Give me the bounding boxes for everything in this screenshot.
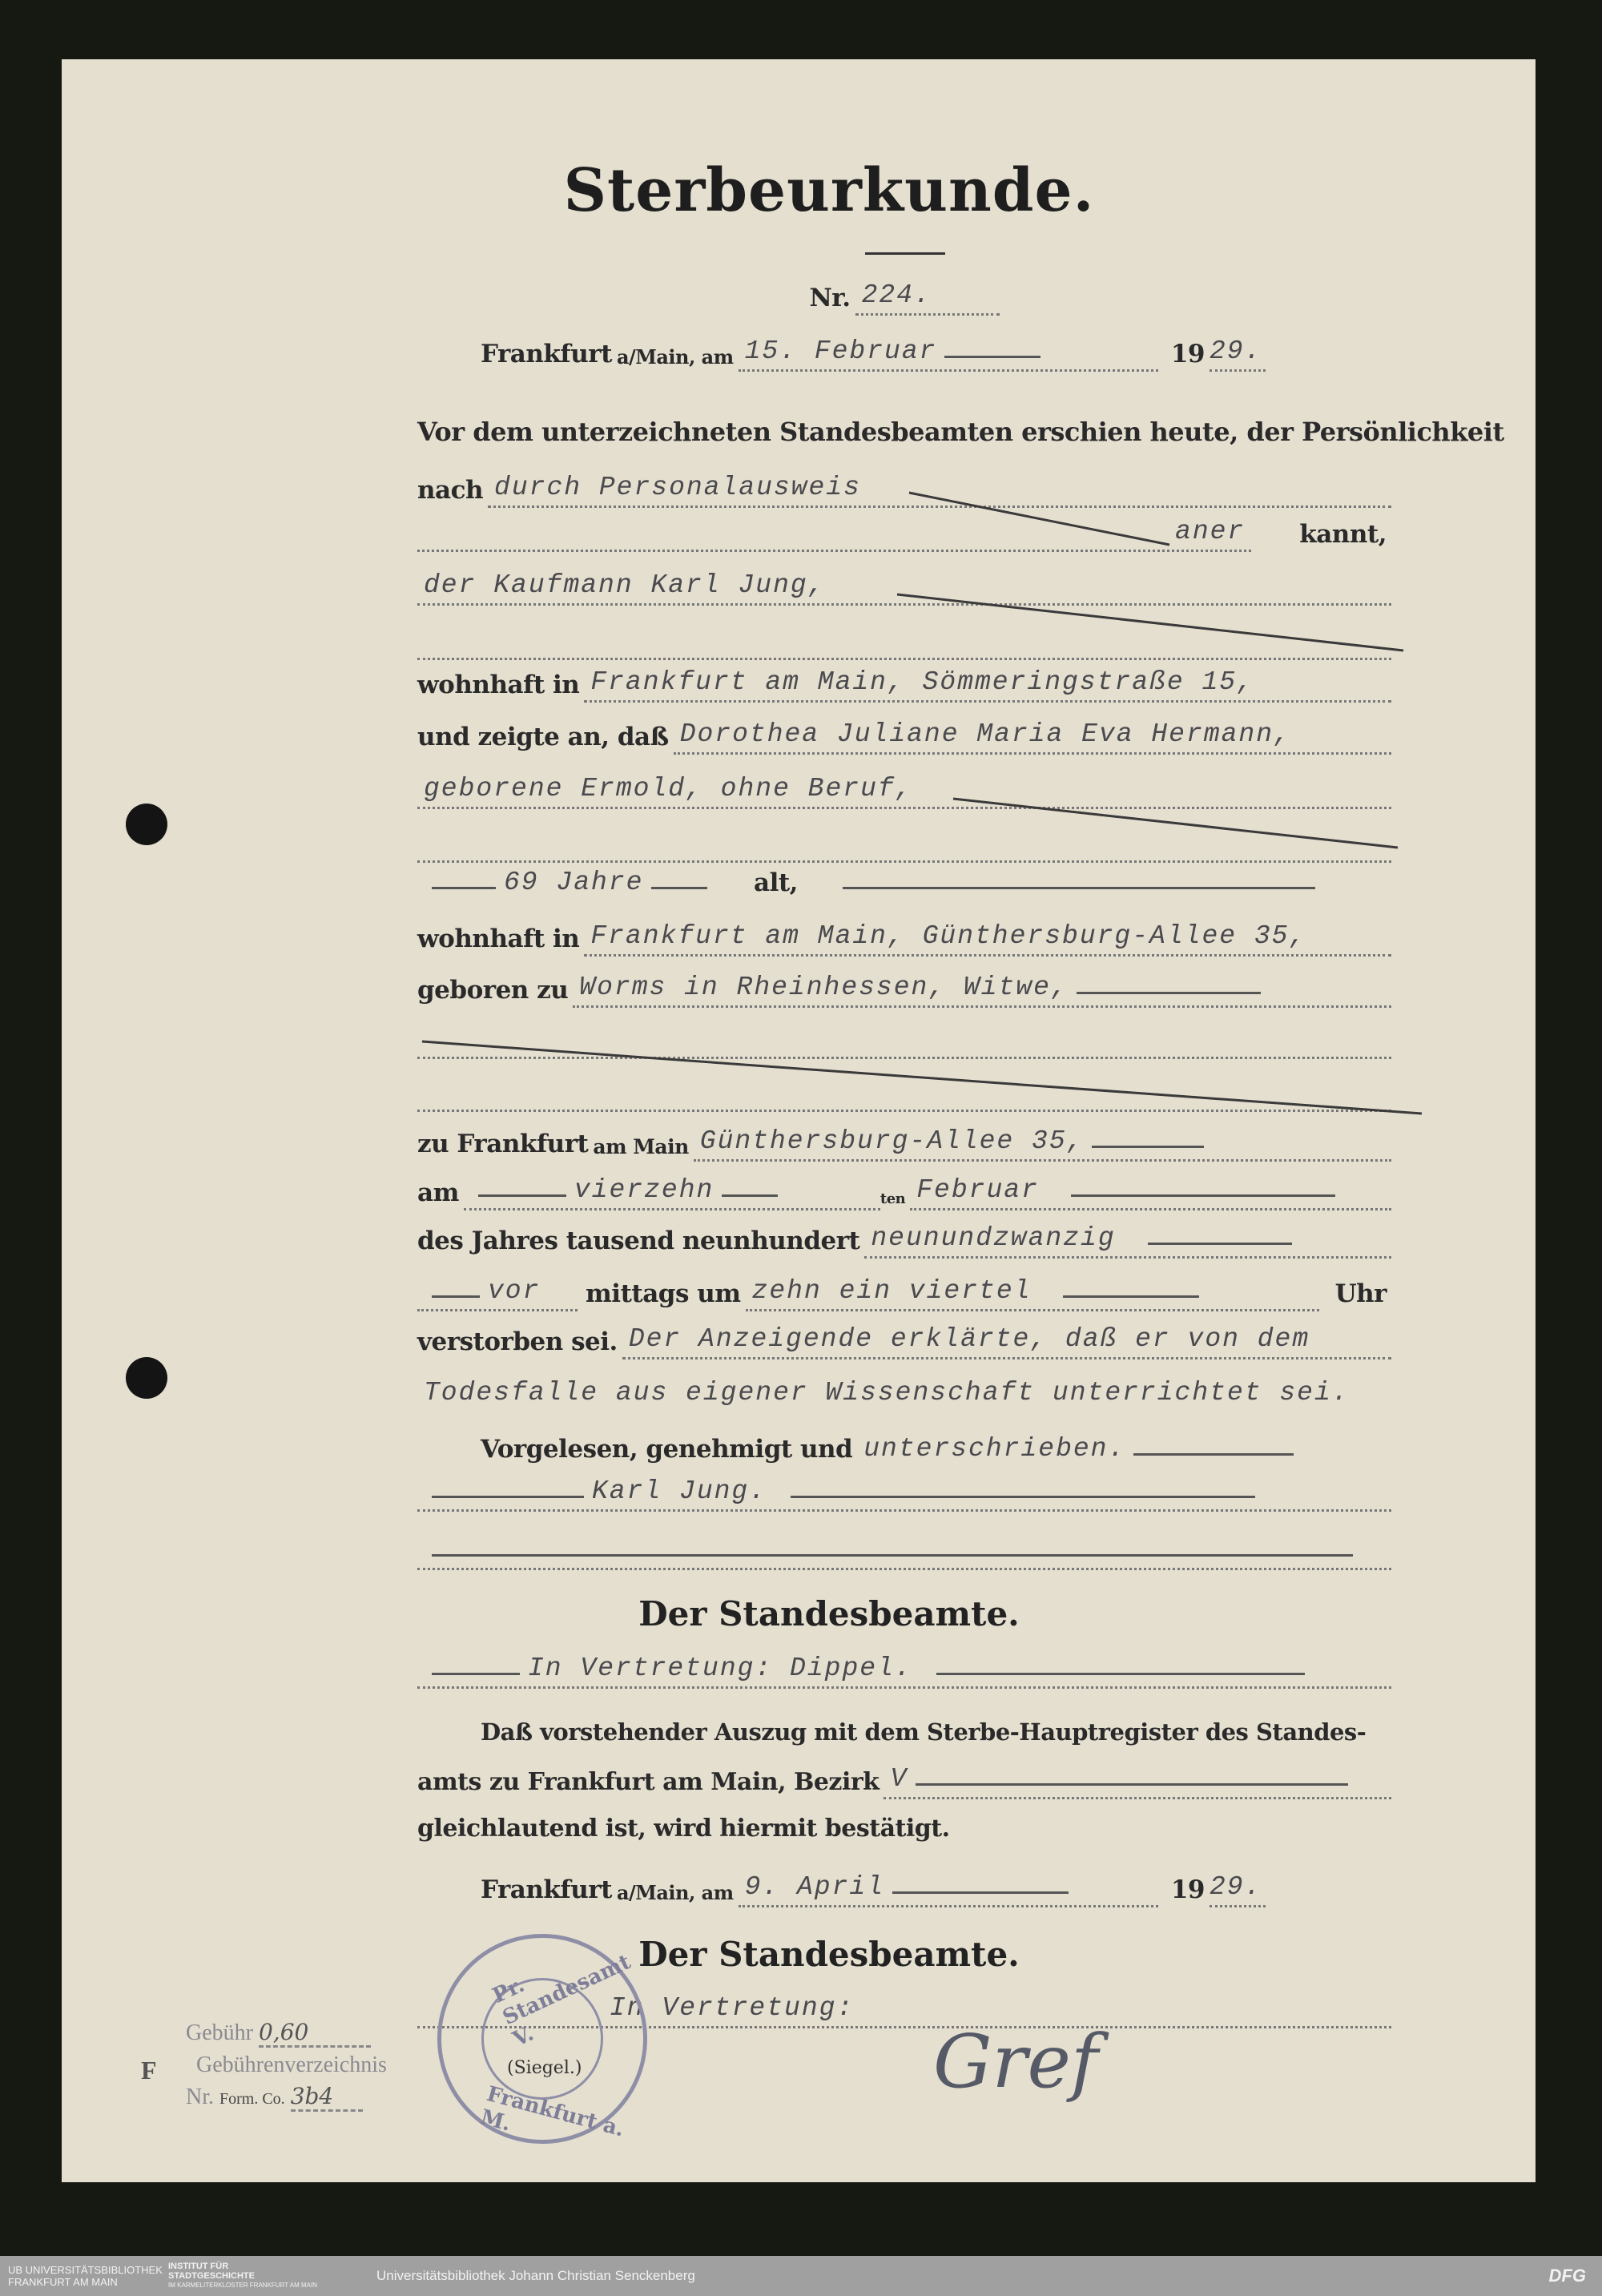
stamp-center-text: (Siegel.): [507, 2058, 582, 2078]
official-1-value: In Vertretung: Dippel.: [528, 1654, 912, 1683]
informant-value: der Kaufmann Karl Jung,: [417, 570, 1391, 606]
informant-signature: Karl Jung.: [592, 1476, 767, 1506]
year-prefix: 19: [1170, 340, 1205, 369]
nach-label: nach: [417, 476, 484, 505]
deceased-name: Dorothea Juliane Maria Eva Hermann,: [674, 719, 1391, 755]
mittags-label: mittags um: [586, 1279, 741, 1308]
year-suffix: 29.: [1210, 1872, 1266, 1907]
certification-text-1: Daß vorstehender Auszug mit dem Sterbe-Hauptregister des Standes-: [481, 1718, 1367, 1746]
official-heading: Der Standesbeamte.: [638, 1935, 1020, 1974]
residence-value: Frankfurt am Main, Sömmeringstraße 15,: [584, 667, 1391, 703]
suffix-label: a/Main, am: [616, 1881, 734, 1904]
time-value: zehn ein viertel: [751, 1276, 1032, 1306]
institut-line-3: IM KARMELITERKLOSTER FRANKFURT AM MAIN: [168, 2282, 317, 2289]
year-prefix: 19: [1170, 1875, 1205, 1904]
death-day-value: vierzehn: [574, 1175, 714, 1205]
stamp-bottom-text: Frankfurt a. M.: [477, 2081, 627, 2142]
city-label: Frankfurt: [481, 1875, 612, 1904]
age-label: alt,: [754, 868, 798, 897]
institut-line-1: INSTITUT FÜR: [168, 2262, 229, 2271]
aner-value: aner: [1175, 517, 1246, 546]
institut-line-2: STADTGESCHICHTE: [168, 2271, 255, 2281]
intro-text: Vor dem unterzeichneten Standesbeamten erschien heute, der Persönlichkeit: [417, 417, 1504, 447]
fee-value: 0,60: [259, 2019, 371, 2048]
date-value: 15. Februar: [744, 336, 937, 366]
death-month-value: Februar: [916, 1175, 1039, 1205]
suffix-label: a/Main, am: [616, 345, 734, 369]
born-value: Worms in Rheinhessen, Witwe,: [579, 973, 1069, 1002]
death-place-label-2: am Main: [593, 1135, 689, 1158]
city-label: Frankfurt: [481, 340, 612, 369]
identity-value: durch Personalausweis: [488, 473, 1391, 508]
statement-text-2: Todesfalle aus eigener Wissenschaft unterrichtet sei.: [424, 1378, 1350, 1408]
fee-number-label: Nr.: [186, 2085, 214, 2109]
nr-label: Nr.: [809, 284, 851, 312]
birth-name-value: geborene Ermold, ohne Beruf,: [417, 774, 1391, 809]
official-signature: Gref: [933, 2019, 1098, 2105]
dfg-logo: DFG: [1548, 2266, 1586, 2286]
reported-label: und zeigte an, daß: [417, 723, 669, 751]
district-label: amts zu Frankfurt am Main, Bezirk: [417, 1768, 879, 1796]
ub-logo: UB UNIVERSITÄTSBIBLIOTHEK FRANKFURT AM MAIN: [8, 2264, 163, 2288]
district-value: V: [890, 1764, 908, 1794]
am-label: am: [417, 1178, 459, 1207]
read-value: unterschrieben.: [863, 1434, 1126, 1464]
verstorben-label: verstorben sei.: [417, 1327, 618, 1356]
nr-value: 224.: [855, 280, 1000, 316]
footer-caption: Universitätsbibliothek Johann Christian Senckenberg: [376, 2268, 695, 2283]
death-year-value: neunundzwanzig: [871, 1223, 1116, 1253]
footer-bar: [0, 2256, 1602, 2296]
official-2-value: In Vertretung:: [417, 1993, 1391, 2028]
statement-text-1: Der Anzeigende erklärte, daß er von dem: [622, 1324, 1391, 1359]
date-value: 9. April: [744, 1872, 885, 1902]
age-text: 69 Jahre: [504, 868, 644, 897]
year-label: des Jahres tausend neunhundert: [417, 1227, 860, 1255]
read-label: Vorgelesen, genehmigt und: [481, 1435, 853, 1464]
residence-label: wohnhaft in: [417, 924, 580, 953]
institut-logo: [168, 2262, 352, 2290]
year-suffix: 29.: [1210, 336, 1266, 372]
ampm-value: vor: [488, 1276, 541, 1306]
fee-label: Gebühr: [186, 2020, 253, 2045]
fee-number-value: 3b4: [291, 2083, 363, 2112]
residence-value: Frankfurt am Main, Günthersburg-Allee 35,: [584, 921, 1391, 957]
fee-registry-label: Gebührenverzeichnis: [196, 2052, 387, 2077]
ten-suffix: ten: [879, 1190, 906, 1207]
death-place-value: Günthersburg-Allee 35,: [699, 1126, 1085, 1156]
uhr-label: Uhr: [1334, 1279, 1387, 1308]
born-label: geboren zu: [417, 976, 569, 1005]
document-title: Sterbeurkunde.: [563, 156, 1095, 225]
death-place-label: zu Frankfurt: [417, 1130, 589, 1158]
margin-mark: F: [141, 2056, 157, 2085]
official-heading: Der Standesbeamte.: [638, 1594, 1020, 1633]
stamp-top-text: Pr. Standesamt V.: [489, 1950, 634, 2052]
certification-text-3: gleichlautend ist, wird hiermit bestätigt.: [417, 1815, 950, 1843]
residence-label: wohnhaft in: [417, 671, 580, 699]
form-code: Form. Co.: [219, 2090, 285, 2108]
kannt-label: kannt,: [1299, 520, 1387, 549]
